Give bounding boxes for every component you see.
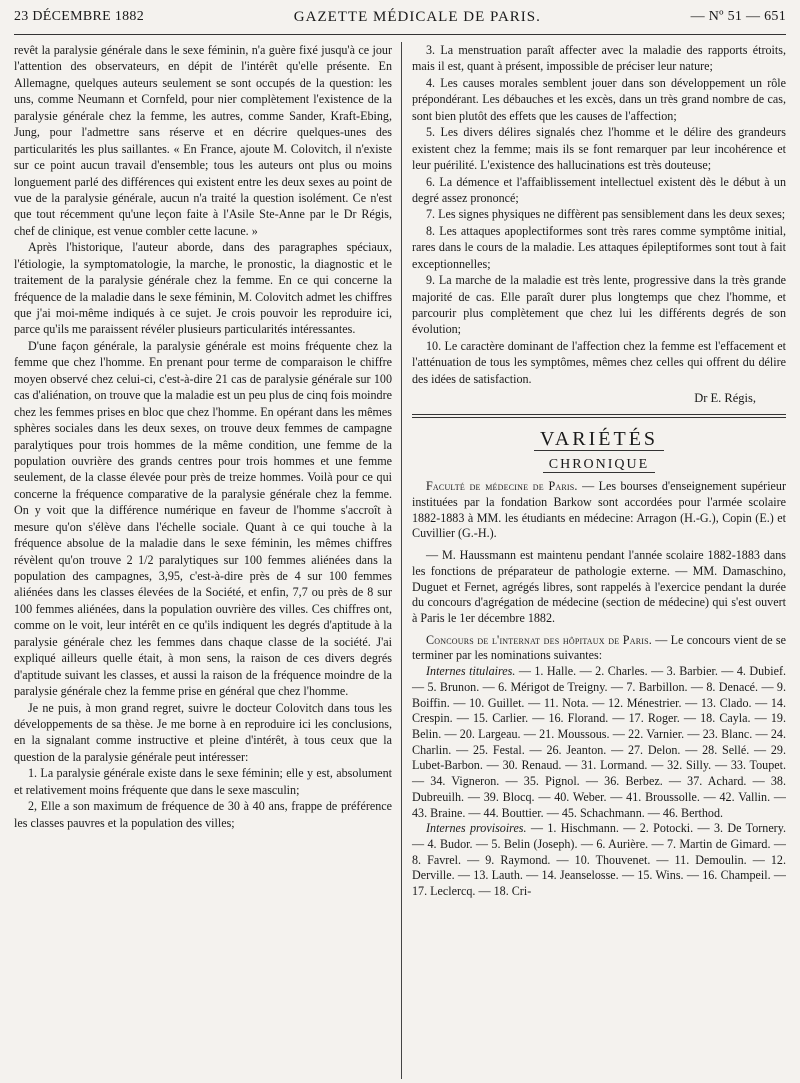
paragraph: D'une façon générale, la paralysie générale est moins fréquente chez la femme que chez l'homme. En prenant pour terme de comparaison le chiffre moyen observé chez celui-ci, c'est-à-dire 21 cas de paralysie générale sur 100 cas d'aliénation, on trouve que la maladie est un peu plus de cinq fois moindre chez les femmes prises en bloc que chez l'homme. En opérant dans les mêmes sphères sociales dans les deux sexes, on trouve deux femmes de campagne paralytiques pour trois hommes de la même condition, une femme de la population ouvrière des grands centres pour trois hommes et une femme seulement, de la classe élevée pour près de treize hommes. Voilà pour ce qui concerne la fréquence comparative de la paralysie générale chez la femme. On y voit que la différence numérique en faveur de l'homme s'accroît à mesure qu'on s'élève dans l'échelle sociale. Quant à ce qui touche à la fréquence absolue de la maladie dans le sexe féminin, les mêmes chiffres révèlent qu'on trouve 2 1/2 paralytiques sur 100 femmes aliénées dans la population des campagnes, 3,95, c'est-à-dire près de 4 sur 100 femmes aliénées dans les classes élevées de la Société, et enfin, 7,7 ou près de 8 sur 100 femmes aliénées, dans la population ouvrière des villes. Ces chiffres ont, comme on le voit, leur intérêt en ce qu'ils indiquent les degrés d'aptitude à la paralysie générale chez les femmes dans chaque classe de la société. J'ai expliqué ailleurs quelle était, à mon sens, la raison de ces divers degrés d'aptitude suivant les classes, et aussi la raison de la fréquence moindre de la paralysie générale chez la femme prise en général que chez l'homme.	[14, 338, 392, 699]
section-title	[412, 428, 786, 451]
news-lead: Concours de l'internat des hôpitaux de Paris.	[426, 632, 652, 647]
provisoires-list	[412, 821, 786, 900]
conclusion-item: 6. La démence et l'affaiblissement intellectuel existent dès le début à un degré assez prononcé;	[412, 174, 786, 205]
titulaires-list	[412, 664, 786, 821]
paragraph: Je ne puis, à mon grand regret, suivre le docteur Colovitch dans tous les développements de sa thèse. Je me borne à en reproduire ici les conclusions, en la signalant comme instructive et pleine d'intérêt, à tous ceux que la question de la paralysie générale peut intéresser:	[14, 700, 392, 764]
left-column	[14, 42, 402, 1079]
right-column	[402, 42, 786, 1079]
conclusion-item: 9. La marche de la maladie est très lente, progressive dans la très grande majorité de cas. Elle paraît durer plus longtemps que chez l'homme, et parcourir plus complètement que chez lui les différents degrés de son évolution;	[412, 273, 786, 337]
section-title-text: VARIÉTÉS	[534, 428, 664, 451]
conclusion-item: 4. Les causes morales semblent jouer dans son développement un rôle prépondérant. Les débauches et les excès, dans un très grand nombre de cas, sont bien plutôt des effets que les causes de l'affection;	[412, 75, 786, 123]
conclusion-item: 3. La menstruation paraît affecter avec la maladie des rapports étroits, mais il est, quant à présent, impossible de préciser leur nature;	[412, 43, 786, 74]
conclusion-item: 5. Les divers délires signalés chez l'homme et le délire des grandeurs existent chez la femme; mais ils se font remarquer par leur incohérence et leur puérilité. L'existence des hallucinations est très douteuse;	[412, 125, 786, 173]
page-header	[14, 0, 786, 35]
news-text: — Le concours vient de se terminer par les nominations suivantes:	[412, 632, 786, 663]
conclusion-item: 1. La paralysie générale existe dans le sexe féminin; elle y est, absolument et relativement moins fréquente que dans le sexe masculin;	[14, 766, 392, 797]
section-divider	[412, 414, 786, 418]
header-issue: — Nº 51 — 651	[690, 9, 786, 24]
conclusion-item: 10. Le caractère dominant de l'affection chez la femme est l'effacement et l'atténuation de tous les symptômes, mêmes chez celles qui offrent du délire des idées de satisfaction.	[412, 338, 786, 386]
list-label: Internes titulaires.	[426, 664, 516, 679]
section-subtitle-text: CHRONIQUE	[543, 457, 655, 473]
news-lead: Faculté de médecine de Paris.	[426, 479, 578, 494]
news-item-faculte	[412, 479, 786, 542]
conclusion-item: 7. Les signes physiques ne diffèrent pas sensiblement dans les deux sexes;	[426, 207, 786, 222]
author-signature: Dr E. Régis,	[694, 391, 756, 406]
news-text: — Les bourses d'enseignement supérieur instituées par la fondation Barkow sont accordées pour l'armée scolaire 1882-1883 à MM. les étudiants en médecine: Arragon (H.-G.), Copin (E.) et Cuvillier (G.-H.).	[412, 479, 786, 541]
section-subtitle	[412, 457, 786, 473]
conclusion-item: 8. Les attaques apoplectiformes sont très rares comme symptôme initial, rares dans le cours de la maladie. Les attaques épileptiformes sont tout à fait exceptionnelles;	[412, 223, 786, 271]
conclusion-item: 2, Elle a son maximum de fréquence de 30 à 40 ans, frappe de préférence les classes pauvres et la population des villes;	[14, 799, 392, 830]
news-item-concours	[412, 633, 786, 664]
article-columns	[14, 42, 786, 1079]
list-text: — 1. Halle. — 2. Charles. — 3. Barbier. — 4. Dubief. — 5. Brunon. — 6. Mérigot de Treigny. — 7. Barbillon. — 8. Denacé. — 9. Boiffin. — 10. Guillet. — 11. Nota. — 12. Ménestrier. — 13. Clado. — 14. Crespin. — 15. Carlier. — 16. Florand. — 17. Roger. — 18. Cayla. — 19. Belin. — 20. Largeau. — 21. Moussous. — 22. Varnier. — 23. Blanc. — 24. Charlin. — 25. Festal. — 26. Jeanton. — 27. Delon. — 28. Sellé. — 29. Lubet-Barbon. — 30. Renaud. — 31. Lormand. — 32. Silly. — 33. Toupet. — 34. Vigneron. — 35. Pignol. — 36. Berbez. — 37. Achard. — 38. Dubreuilh. — 39. Blocq. — 40. Weber. — 41. Broussolle. — 42. Vallin. — 43. Braine. — 44. Bouttier. — 45. Schachmann. — 46. Berthod.	[412, 664, 786, 820]
paragraph: Après l'historique, l'auteur aborde, dans des paragraphes spéciaux, l'étiologie, la symptomatologie, la marche, le pronostic, la diagnostic et le traitement de la paralysie générale chez la femme. En ce qui concerne la fréquence de la maladie dans le sexe féminin, M. Colovitch admet les chiffres que j'ai moi-même indiqués à ce sujet. Je crois pouvoir les reproduire ici, parce qu'ils me paraissent révéler plusieurs particularités intéressantes.	[14, 240, 392, 337]
list-label: Internes provisoires.	[426, 821, 527, 836]
paragraph: revêt la paralysie générale dans le sexe féminin, n'a guère fixé jusqu'à ce jour l'attention des observateurs, en dépit de l'intérêt qu'elle présente. En Allemagne, quelques auteurs seulement se sont occupés de la question: les uns, comme Neumann et Cornfeld, pour nier complètement l'existence de la paralysie générale chez la femme, les autres, comme Sander, Kraft-Ebing, Jung, pour l'admettre sans réserve et en décrire quelques-unes des particularités les plus saillantes. « En France, ajoute M. Colovitch, il n'existe sur ce point aucun travail d'ensemble; tous les auteurs ont plus ou moins longuement parlé des différences qui existent entre les deux sexes au point de vue de la paralysie générale, aucun n'a traité la question isolément. Ce n'est que tout récemment qu'une leçon faite à l'Asile Ste-Anne par le Dr Régis, chef de clinique, est venue combler cette lacune. »	[14, 43, 392, 238]
header-title: GAZETTE MÉDICALE DE PARIS.	[293, 8, 541, 25]
header-date: 23 DÉCEMBRE 1882	[14, 9, 145, 24]
list-text: — 1. Hischmann. — 2. Potocki. — 3. De Tornery. — 4. Budor. — 5. Belin (Joseph). — 6. Aurière. — 7. Martin de Gimard. — 8. Favrel. — 9. Raymond. — 10. Thouvenet. — 11. Demoulin. — 12. Derville. — 13. Lauth. — 14. Jeanselosse. — 15. Wins. — 16. Champeil. — 17. Leclercq. — 18. Cri-	[412, 821, 786, 899]
news-item-haussmann: — M. Haussmann est maintenu pendant l'année scolaire 1882-1883 dans les fonctions de préparateur de pathologie externe. — MM. Damaschino, Duguet et Fernet, agrégés libres, sont rappelés à l'exercice pendant la durée du concours d'agrégation de médecine (section de médecine) qui s'est ouvert à Paris le 1er décembre 1882.	[412, 548, 786, 625]
